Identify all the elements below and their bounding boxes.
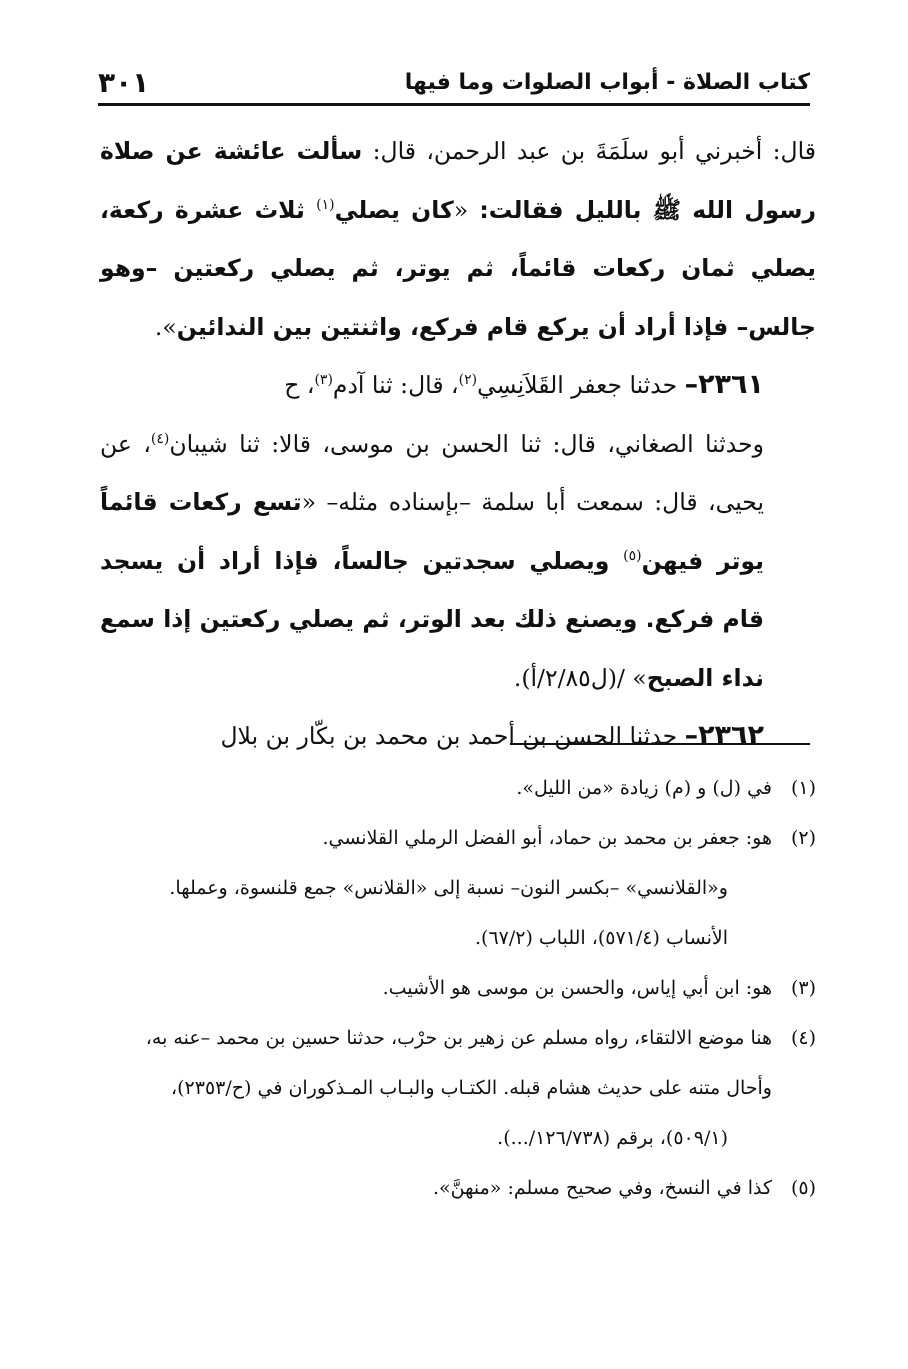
footnote-3: [100, 963, 816, 1013]
paragraph-2: [100, 356, 816, 415]
quote-open: «: [453, 195, 469, 224]
text-run: ، قال: ثنا آدم: [332, 371, 459, 399]
text-run: قال: أخبرني أبو سلَمَةَ بن عبد الرحمن، قال:: [362, 137, 816, 165]
text-run: ، ح: [284, 371, 315, 399]
text-run: حدثنا جعفر القَلاَنِسِي: [477, 371, 685, 399]
paragraph-4: [100, 707, 816, 766]
bold-run: تسع ركعات قائماً يوتر فيهن: [100, 488, 764, 575]
footnote-text: في (ل) و (م) زيادة «من الليل».: [516, 777, 772, 799]
footnote-mark: (١): [790, 777, 816, 799]
footnote-text: هو: ابن أبي إياس، والحسن بن موسى هو الأشيب.: [382, 977, 772, 999]
text-run: وحدثنا الصغاني، قال: ثنا الحسن بن موسى، قالا: ثنا شيبان: [169, 429, 764, 458]
hadith-number: ٢٣٦٢–: [684, 720, 764, 751]
footnote-text: هنا موضع الالتقاء، رواه مسلم عن زهير بن حرْب، حدثنا حسين بن محمد –عنه به،: [145, 1027, 772, 1049]
text-run: حدثنا الحسن بن أحمد بن محمد بن بكّار بن بلال: [220, 722, 685, 750]
footnote-subnote: [100, 863, 772, 963]
footnote-text: كذا في النسخ، وفي صحيح مسلم: «منهنَّ».: [433, 1177, 772, 1199]
footnote-ref-3: (٣): [314, 372, 333, 388]
footnote-text: وأحال متنه على حديث هشام قبله. الكتـاب والبـاب المـذكوران في (ح/٢٣٥٣)،: [171, 1077, 772, 1099]
running-header: [98, 62, 810, 106]
footnote-ref-2: (٢): [458, 372, 478, 388]
footnote-4: [100, 1013, 816, 1163]
footnote-1: [100, 763, 816, 813]
footnote-text: الأنساب (٥٧١/٤)، اللباب (٦٧/٢).: [474, 927, 728, 949]
footnote-5: [100, 1163, 816, 1213]
bold-run: ثلاث عشرة ركعة، يصلي ثمان ركعات قائماً، ثم يوتر، ثم يصلي ركعتين –وهو جالس– فإذا أراد أن يركع قام فركع، واثنتين بين الندائين: [100, 195, 816, 341]
footnote-ref-1: (١): [316, 196, 335, 213]
quote-close: ».: [154, 312, 177, 341]
paragraph-1: [100, 122, 816, 356]
main-text: [100, 122, 816, 766]
header-title: كتاب الصلاة - أبواب الصلوات وما فيها: [404, 70, 810, 95]
bold-run: سألت عائشة عن صلاة رسول الله ﷺ بالليل فقالت:: [100, 137, 817, 224]
bold-run: كان يصلي: [334, 195, 454, 224]
text-run: ، عن يحيى، قال: سمعت أبا سلمة –بإسناده مثله– «: [100, 429, 765, 516]
footnote-mark: (٢): [790, 827, 816, 849]
footnotes: [100, 763, 816, 1213]
footnote-text: هو: جعفر بن محمد بن حماد، أبو الفضل الرملي القلانسي.: [322, 827, 772, 849]
text-run: » /(ل٢/٨٥/أ).: [513, 663, 647, 692]
footnote-mark: (٥): [790, 1177, 816, 1199]
footnote-mark: (٣): [790, 977, 816, 999]
page-number: ٣٠١: [98, 66, 150, 99]
footnote-text: و«القلانسي» –بكسر النون– نسبة إلى «القلانس» جمع قلنسوة، وعملها.: [169, 877, 728, 899]
hadith-number: ٢٣٦١–: [684, 369, 764, 400]
footnote-separator: [510, 743, 810, 745]
footnote-mark: (٤): [790, 1027, 816, 1049]
bold-run: ويصلي سجدتين جالساً، فإذا أراد أن يسجد قام فركع. ويصنع ذلك بعد الوتر، ثم يصلي ركعتين إذا سمع نداء الصبح: [100, 546, 764, 692]
footnote-text: (٥٠٩/١)، برقم (١٢٦/٧٣٨/...).: [497, 1127, 728, 1149]
footnote-2: [100, 813, 816, 963]
header-rule: [98, 103, 810, 106]
paragraph-3: [100, 415, 816, 708]
footnote-ref-5: (٥): [623, 547, 642, 564]
footnote-ref-4: (٤): [150, 430, 170, 447]
